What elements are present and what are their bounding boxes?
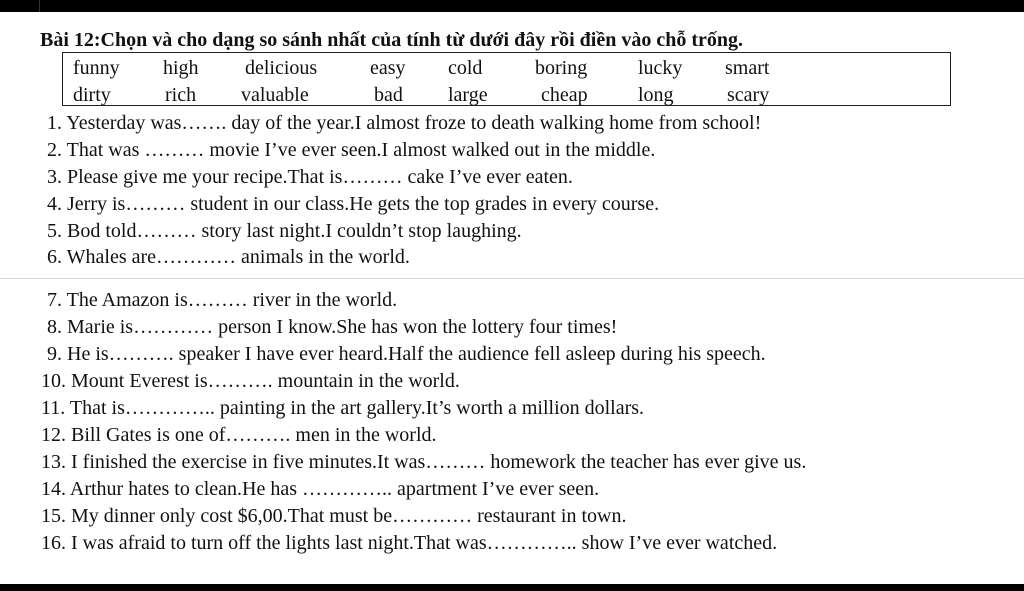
exercise-title: Bài 12:Chọn và cho dạng so sánh nhất của tính từ dưới đây rồi điền vào chỗ trống.: [40, 29, 743, 51]
exercise-sentence: 5. Bod told……… story last night.I couldn’t stop laughing.: [47, 220, 522, 242]
exercise-sentence: 8. Marie is………… person I know.She has won the lottery four times!: [47, 316, 618, 338]
word-bank-word: dirty: [73, 84, 111, 106]
page-break-divider: [0, 278, 1024, 279]
exercise-sentence: 2. That was ……… movie I’ve ever seen.I almost walked out in the middle.: [47, 139, 656, 161]
word-bank-word: valuable: [241, 84, 309, 106]
document-page: [0, 12, 1024, 584]
exercise-sentence: 4. Jerry is……… student in our class.He gets the top grades in every course.: [47, 193, 660, 215]
exercise-sentence: 7. The Amazon is……… river in the world.: [47, 289, 398, 311]
word-bank-word: long: [638, 84, 674, 106]
word-bank-word: boring: [535, 57, 588, 79]
exercise-sentence: 9. He is………. speaker I have ever heard.Half the audience fell asleep during his speech.: [47, 343, 766, 365]
word-bank-word: cheap: [541, 84, 588, 106]
exercise-sentence: 12. Bill Gates is one of………. men in the world.: [41, 424, 437, 446]
text-cursor-mark: [39, 0, 40, 12]
exercise-sentence: 6. Whales are………… animals in the world.: [47, 246, 410, 268]
word-bank-word: rich: [165, 84, 197, 106]
word-bank-word: large: [448, 84, 488, 106]
exercise-sentence: 3. Please give me your recipe.That is……… cake I’ve ever eaten.: [47, 166, 573, 188]
word-bank-word: smart: [725, 57, 770, 79]
exercise-sentence: 10. Mount Everest is………. mountain in the world.: [41, 370, 460, 392]
word-bank-word: bad: [374, 84, 403, 106]
word-bank-word: high: [163, 57, 199, 79]
word-bank-word: lucky: [638, 57, 683, 79]
word-bank-word: cold: [448, 57, 483, 79]
exercise-sentence: 13. I finished the exercise in five minutes.It was……… homework the teacher has ever give us.: [41, 451, 807, 473]
word-bank-word: scary: [727, 84, 770, 106]
exercise-sentence: 1. Yesterday was……. day of the year.I almost froze to death walking home from school!: [47, 112, 762, 134]
exercise-sentence: 14. Arthur hates to clean.He has ………….. apartment I’ve ever seen.: [41, 478, 600, 500]
word-bank-word: delicious: [245, 57, 318, 79]
exercise-sentence: 11. That is………….. painting in the art gallery.It’s worth a million dollars.: [41, 397, 645, 419]
exercise-sentence: 15. My dinner only cost $6,00.That must be………… restaurant in town.: [41, 505, 627, 527]
exercise-sentence: 16. I was afraid to turn off the lights last night.That was………….. show I’ve ever watched.: [41, 532, 778, 554]
word-bank-word: funny: [73, 57, 120, 79]
word-bank-word: easy: [370, 57, 406, 79]
